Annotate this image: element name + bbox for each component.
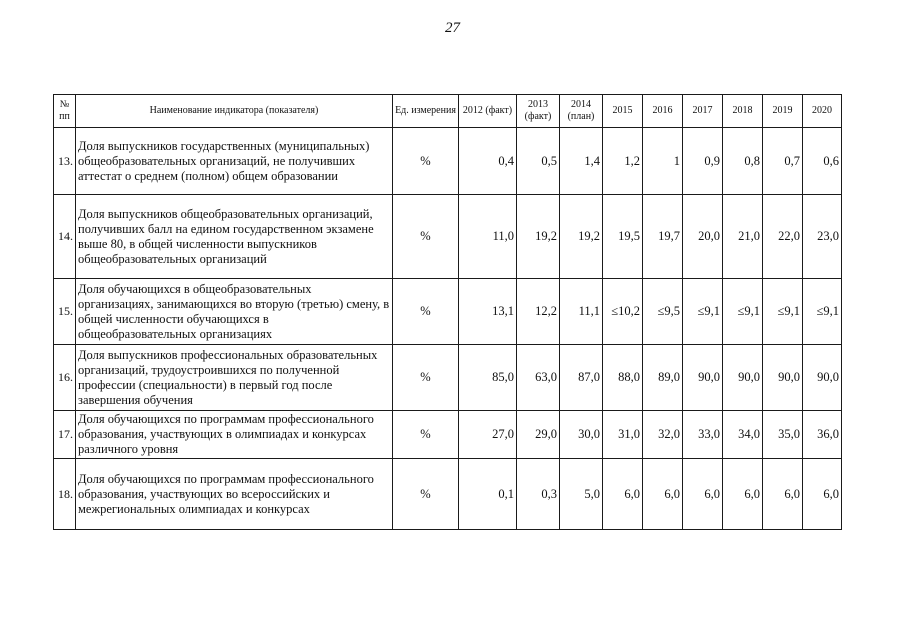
header-year-2016: 2016 <box>643 95 683 128</box>
indicator-name: Доля выпускников профессиональных образовательных организаций, трудоустроившихся по полученной профессии (специальности) в первый год после завершения обучения <box>76 345 393 411</box>
indicator-value: 1,2 <box>603 128 643 195</box>
indicator-value: 11,0 <box>459 195 517 279</box>
indicator-value: 22,0 <box>763 195 803 279</box>
indicator-value: ≤9,1 <box>763 279 803 345</box>
indicator-value: 88,0 <box>603 345 643 411</box>
table-row <box>54 128 842 195</box>
indicator-value: 89,0 <box>643 345 683 411</box>
header-year-2020: 2020 <box>803 95 842 128</box>
header-year-2013: 2013 (факт) <box>517 95 560 128</box>
indicator-value: 20,0 <box>683 195 723 279</box>
indicator-value: 30,0 <box>560 411 603 459</box>
header-num: № пп <box>54 95 76 128</box>
header-year-2014: 2014 (план) <box>560 95 603 128</box>
header-year-2017: 2017 <box>683 95 723 128</box>
indicator-value: 63,0 <box>517 345 560 411</box>
indicator-value: 19,5 <box>603 195 643 279</box>
indicator-value: 23,0 <box>803 195 842 279</box>
header-year-2018: 2018 <box>723 95 763 128</box>
indicator-value: 87,0 <box>560 345 603 411</box>
table-header-row <box>54 95 842 128</box>
indicator-value: 0,9 <box>683 128 723 195</box>
indicator-value: 0,3 <box>517 459 560 530</box>
indicator-value: 32,0 <box>643 411 683 459</box>
indicator-name: Доля обучающихся в общеобразовательных организациях, занимающихся во вторую (третью) смену, в общей численности обучающихся в общеобразовательных организациях <box>76 279 393 345</box>
indicator-unit: % <box>393 279 459 345</box>
indicator-unit: % <box>393 459 459 530</box>
indicator-value: ≤10,2 <box>603 279 643 345</box>
indicator-value: 1,4 <box>560 128 603 195</box>
table-row <box>54 279 842 345</box>
row-number: 18. <box>54 459 76 530</box>
indicator-value: 0,5 <box>517 128 560 195</box>
indicator-value: ≤9,5 <box>643 279 683 345</box>
indicator-value: 85,0 <box>459 345 517 411</box>
table-row <box>54 459 842 530</box>
indicator-value: 21,0 <box>723 195 763 279</box>
indicator-value: 35,0 <box>763 411 803 459</box>
indicator-value: 11,1 <box>560 279 603 345</box>
indicator-value: 6,0 <box>683 459 723 530</box>
indicator-value: 90,0 <box>803 345 842 411</box>
indicator-value: 33,0 <box>683 411 723 459</box>
indicator-value: ≤9,1 <box>803 279 842 345</box>
indicator-value: 0,7 <box>763 128 803 195</box>
indicators-table <box>53 94 842 530</box>
indicator-value: 6,0 <box>723 459 763 530</box>
header-year-2012: 2012 (факт) <box>459 95 517 128</box>
table-row <box>54 345 842 411</box>
indicator-value: 13,1 <box>459 279 517 345</box>
page-number: 27 <box>445 20 460 36</box>
header-name: Наименование индикатора (показателя) <box>76 95 393 128</box>
indicator-value: 29,0 <box>517 411 560 459</box>
indicator-value: 6,0 <box>643 459 683 530</box>
header-year-2019: 2019 <box>763 95 803 128</box>
indicator-value: 6,0 <box>603 459 643 530</box>
indicator-value: 36,0 <box>803 411 842 459</box>
table-row <box>54 195 842 279</box>
indicator-value: 6,0 <box>803 459 842 530</box>
indicator-name: Доля выпускников общеобразовательных организаций, получивших балл на едином государственном экзамене выше 80, в общей численности выпускников общеобразовательных организаций <box>76 195 393 279</box>
indicator-value: 90,0 <box>683 345 723 411</box>
indicator-unit: % <box>393 411 459 459</box>
indicator-value: 27,0 <box>459 411 517 459</box>
indicator-value: 31,0 <box>603 411 643 459</box>
indicator-value: 90,0 <box>763 345 803 411</box>
indicator-unit: % <box>393 128 459 195</box>
row-number: 16. <box>54 345 76 411</box>
indicator-value: 12,2 <box>517 279 560 345</box>
row-number: 13. <box>54 128 76 195</box>
indicator-value: 90,0 <box>723 345 763 411</box>
indicator-value: 19,2 <box>560 195 603 279</box>
indicator-name: Доля выпускников государственных (муниципальных) общеобразовательных организаций, не получивших аттестат о среднем (полном) общем образовании <box>76 128 393 195</box>
table-row <box>54 411 842 459</box>
indicator-name: Доля обучающихся по программам профессионального образования, участвующих в олимпиадах и конкурсах различного уровня <box>76 411 393 459</box>
indicator-unit: % <box>393 195 459 279</box>
indicator-value: 0,6 <box>803 128 842 195</box>
row-number: 15. <box>54 279 76 345</box>
indicator-value: 6,0 <box>763 459 803 530</box>
indicator-value: 0,8 <box>723 128 763 195</box>
table-body <box>54 128 842 530</box>
row-number: 17. <box>54 411 76 459</box>
indicator-value: 0,4 <box>459 128 517 195</box>
indicator-value: 19,2 <box>517 195 560 279</box>
header-year-2015: 2015 <box>603 95 643 128</box>
indicator-value: 34,0 <box>723 411 763 459</box>
indicator-name: Доля обучающихся по программам профессионального образования, участвующих во всероссийских и межрегиональных олимпиадах и конкурсах <box>76 459 393 530</box>
indicator-unit: % <box>393 345 459 411</box>
header-unit: Ед. измерения <box>393 95 459 128</box>
indicator-value: 0,1 <box>459 459 517 530</box>
row-number: 14. <box>54 195 76 279</box>
indicator-value: 1 <box>643 128 683 195</box>
indicator-value: ≤9,1 <box>723 279 763 345</box>
indicator-value: ≤9,1 <box>683 279 723 345</box>
indicator-value: 5,0 <box>560 459 603 530</box>
indicator-value: 19,7 <box>643 195 683 279</box>
